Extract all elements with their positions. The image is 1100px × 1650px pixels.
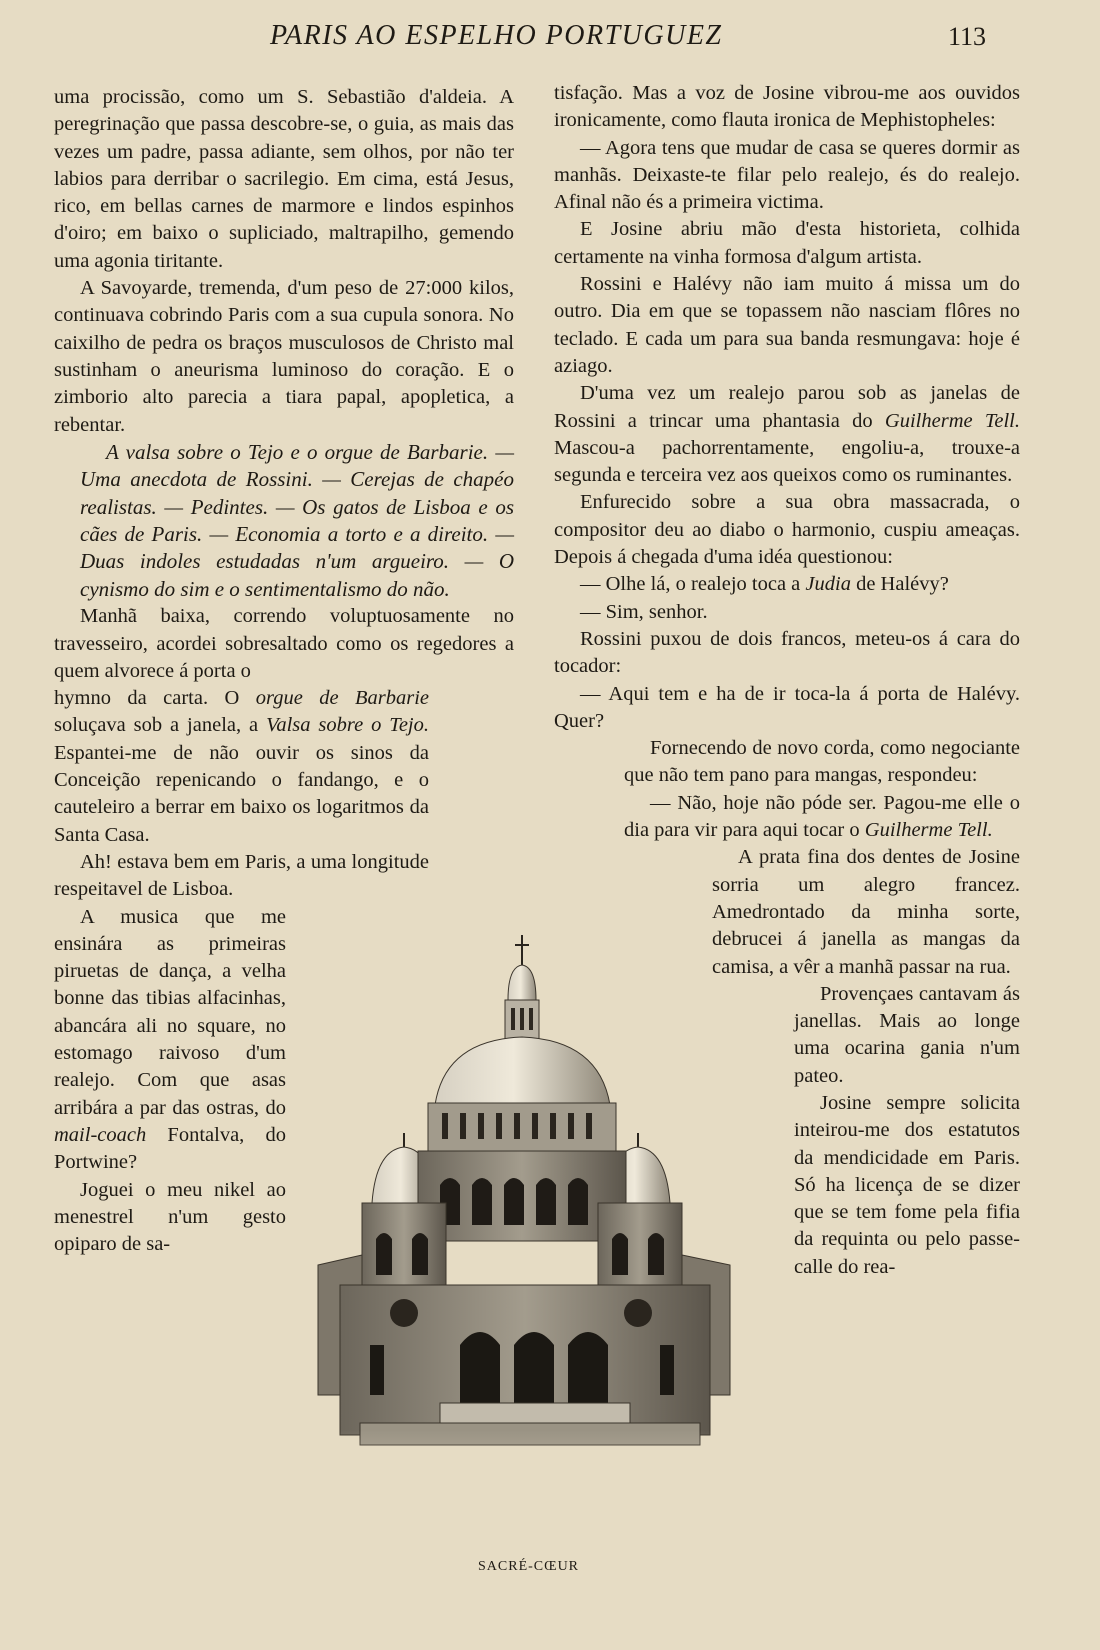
- paragraph: Ah! estava bem em Paris, a uma longitude respeitavel de Lisboa.: [54, 850, 429, 901]
- wrapped-text-block: [54, 685, 429, 903]
- paragraph: Rossini puxou de dois francos, meteu-os á cara do tocador:: [554, 627, 1020, 678]
- page-number: 113: [948, 22, 987, 51]
- paragraph: Fornecendo de novo corda, como negociante que não tem pano para mangas, respondeu:: [624, 737, 1020, 787]
- running-head: [0, 20, 1100, 60]
- paragraph: — Agora tens que mudar de casa se queres dormir as manhãs. Deixaste-te filar pelo realejo, és do realejo. Afinal não és a primeira victima.: [554, 136, 1020, 214]
- paragraph: hymno da carta. O orgue de Barbarie soluçava sob a janela, a Valsa sobre o Tejo. Espantei-me de não ouvir os sinos da Conceição repenicando o fandango, e o cauteleiro a berrar em baixo os logaritmos da Santa Casa.: [54, 687, 430, 846]
- paragraph: Josine sempre solicita inteirou-me dos estatutos da mendicidade em Paris. Só ha licença de se dizer que se tem fome pela fifia da requinta ou pelo passe-calle do rea-: [794, 1091, 1020, 1278]
- chapter-summary: A valsa sobre o Tejo e o orgue de Barbarie. — Uma anecdota de Rossini. — Cerejas de chapéo realistas. — Pedintes. — Os gatos de Lisboa e os cães de Paris. — Economia a torto e a direito. — Duas indoles estudadas n'um argueiro. — O cynismo do sim e o sentimentalismo do não.: [80, 439, 514, 601]
- paragraph: Rossini e Halévy não iam muito á missa um do outro. Dia em que se topassem não nasciam flôres no teclado. E cada um para sua banda resmungava: hoje é aziago.: [554, 273, 1020, 377]
- wrapped-text-block: [54, 904, 286, 1259]
- paragraph: — Sim, senhor.: [580, 600, 708, 623]
- wrapped-text-block: [794, 981, 1020, 1281]
- paragraph: Enfurecido sobre a sua obra massacrada, o compositor deu ao diabo o harmonio, cuspiu ameaças. Depois á chegada d'uma idéa questionou:: [554, 491, 1020, 569]
- paragraph: Manhã baixa, correndo voluptuosamente no travesseiro, acordei sobresaltado como os regedores a quem alvorece á porta o: [54, 605, 514, 682]
- running-title: PARIS AO ESPELHO PORTUGUEZ: [270, 20, 723, 51]
- paragraph: Provençaes cantavam ás janellas. Mais ao longe uma ocarina gania n'um pateo.: [794, 982, 1020, 1087]
- paragraph: — Aqui tem e ha de ir toca-la á porta de Halévy. Quer?: [554, 682, 1020, 732]
- figure-caption: SACRÉ-CŒUR: [478, 1559, 580, 1574]
- paragraph: Joguei o meu nikel ao menestrel n'um gesto opiparo de sa-: [54, 1178, 286, 1256]
- wrapped-text-block: [624, 735, 1020, 844]
- paragraph: A Savoyarde, tremenda, d'um peso de 27:000 kilos, continuava cobrindo Paris com a sua cupula sonora. No caixilho de pedra os braços musculosos de Christo mal sustinham o aneurisma luminoso do coração. E o zimborio alto parecia a tiara papal, apopletica, a rebentar.: [54, 277, 514, 436]
- paragraph: D'uma vez um realejo parou sob as janelas de Rossini a trincar uma phantasia do Guilherme Tell. Mascou-a pachorrentamente, engoliu-a, trouxe-a segunda e terceira vez aos queixos como os ruminantes.: [554, 382, 1020, 487]
- paragraph: — Não, hoje não póde ser. Pagou-me elle o dia para vir para aqui tocar o Guilherme Tell.: [624, 791, 1020, 842]
- paragraph: A musica que me ensinára as primeiras piruetas de dança, a velha bonne das tibias alfacinhas, abancára ali no square, no estomago raivoso d'um realejo. Com que asas arribára a par das ostras, do mail-coach Fontalva, do Portwine?: [54, 905, 286, 1174]
- paragraph: A prata fina dos dentes de Josine sorria um alegro francez. Amedrontado da minha sorte, debrucei á janella as mangas da camisa, a vêr a manhã passar na rua.: [712, 846, 1020, 978]
- paragraph: tisfação. Mas a voz de Josine vibrou-me aos ouvidos ironicamente, como flauta ironica de Mephistopheles:: [554, 82, 1020, 132]
- paragraph: uma procissão, como um S. Sebastião d'aldeia. A peregrinação que passa descobre-se, o guia, as mais das vezes um padre, passa adiante, sem olhos, por não ter labios para derribar o sacrilegio. Em cima, está Jesus, rico, em bellas carnes de marmore e lindos espinhos d'oiro; em baixo o supliciado, maltrapilho, gemendo uma agonia tiritante.: [54, 86, 514, 272]
- paragraph: E Josine abriu mão d'esta historieta, colhida certamente na vinha formosa d'algum artista.: [554, 218, 1020, 268]
- paragraph: — Olhe lá, o realejo toca a Judia de Halévy?: [580, 573, 949, 596]
- sacre-coeur-engraving: [300, 925, 770, 1545]
